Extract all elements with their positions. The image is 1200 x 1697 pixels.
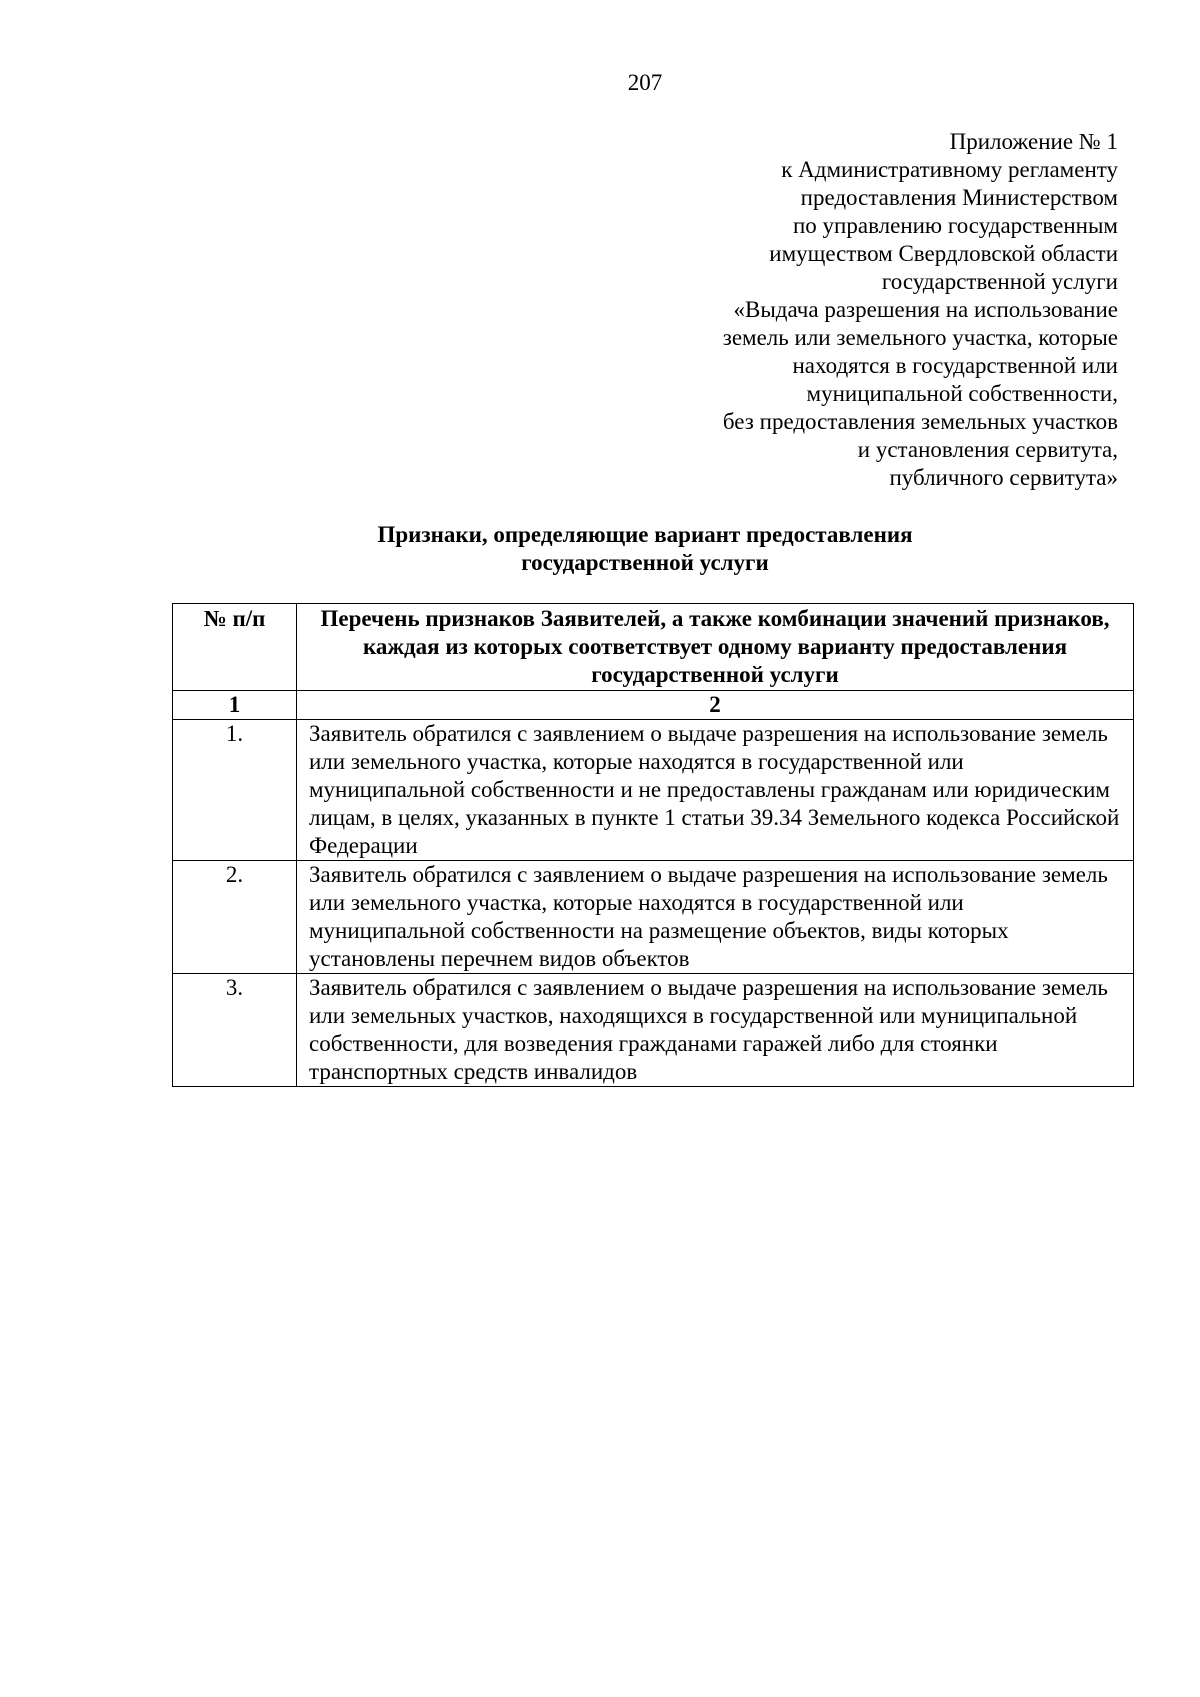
appendix-line: находятся в государственной или [792,353,1118,378]
row-desc: Заявитель обратился с заявлением о выдаче разрешения на использование земель или земельного участка, которые находятся в государственной или муниципальной собственности на размещение объектов, виды которых установлены перечнем видов объектов [297,861,1134,974]
row-desc: Заявитель обратился с заявлением о выдаче разрешения на использование земель или земельных участков, находящихся в государственной или муниципальной собственности, для возведения гражданами гаражей либо для стоянки транспортных средств инвалидов [297,974,1134,1087]
table-index-row [173,691,1134,720]
title-line-2: государственной услуги [521,550,769,575]
index-desc: 2 [297,691,1134,720]
row-num: 1. [173,720,297,861]
appendix-line: предоставления Министерством [800,185,1118,210]
table-header-row [173,604,1134,691]
appendix-line: земель или земельного участка, которые [722,325,1118,350]
appendix-line: без предоставления земельных участков [722,409,1118,434]
table-row [173,720,1134,861]
table-row [173,861,1134,974]
appendix-block [558,128,1118,492]
appendix-line: государственной услуги [881,269,1118,294]
appendix-line: и установления сервитута, [857,437,1118,462]
document-title [0,521,1200,577]
appendix-line: имуществом Свердловской области [769,241,1118,266]
appendix-line: по управлению государственным [793,213,1118,238]
row-num: 3. [173,974,297,1087]
appendix-line: «Выдача разрешения на использование [733,297,1118,322]
appendix-line: к Административному регламенту [781,157,1118,182]
appendix-line: Приложение № 1 [949,129,1118,154]
table-row [173,974,1134,1087]
criteria-table [172,603,1134,1087]
row-desc: Заявитель обратился с заявлением о выдаче разрешения на использование земель или земельного участка, которые находятся в государственной или муниципальной собственности и не предоставлены гражданам или юридическим лицам, в целях, указанных в пункте 1 статьи 39.34 Земельного кодекса Российской Федерации [297,720,1134,861]
appendix-line: муниципальной собственности, [806,381,1118,406]
header-num: № п/п [173,604,297,691]
index-num: 1 [173,691,297,720]
header-desc: Перечень признаков Заявителей, а также комбинации значений признаков, каждая из которых соответствует одному варианту предоставления государственной услуги [297,604,1134,691]
page-number: 207 [627,70,663,95]
title-line-1: Признаки, определяющие вариант предоставления [377,522,913,547]
row-num: 2. [173,861,297,974]
appendix-line: публичного сервитута» [889,465,1118,490]
